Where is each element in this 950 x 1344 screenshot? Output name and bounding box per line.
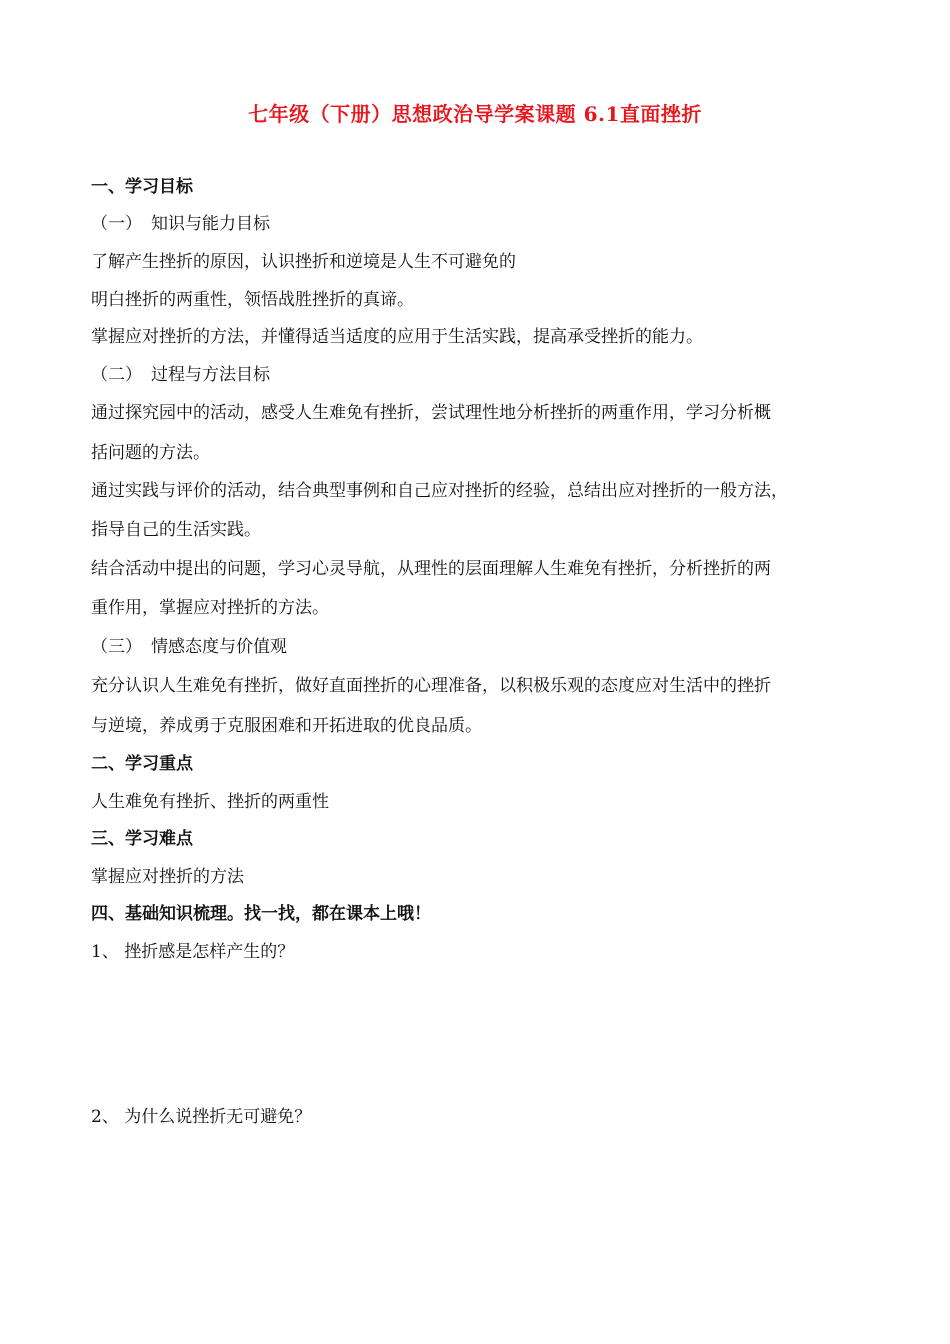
section-heading-basics: 四、基础知识梳理。找一找，都在课本上哦！: [91, 904, 431, 924]
section-heading-key-points: 二、学习重点: [91, 754, 193, 774]
paragraph-line: 明白挫折的两重性，领悟战胜挫折的真谛。: [91, 290, 414, 310]
paragraph-line: 结合活动中提出的问题，学习心灵导航，从理性的层面理解人生难免有挫折，分析挫折的两: [91, 559, 771, 579]
section-heading-difficulties: 三、学习难点: [91, 829, 193, 849]
subsection-mark: （三）: [91, 637, 142, 657]
section-heading-objectives: 一、学习目标: [91, 177, 193, 197]
subsection-label: 过程与方法目标: [151, 365, 270, 385]
question-item: 2、 为什么说挫折无可避免？: [91, 1107, 312, 1127]
subsection-mark: （二）: [91, 365, 142, 385]
paragraph-line: 指导自己的生活实践。: [91, 520, 261, 540]
paragraph-line: 充分认识人生难免有挫折，做好直面挫折的心理准备，以积极乐观的态度应对生活中的挫折: [91, 676, 771, 696]
paragraph-line: 通过探究园中的活动，感受人生难免有挫折，尝试理性地分析挫折的两重作用，学习分析概: [91, 403, 771, 423]
paragraph-line: 掌握应对挫折的方法: [91, 867, 244, 887]
paragraph-line: 括问题的方法。: [91, 443, 210, 463]
subsection-mark: （一）: [91, 214, 142, 234]
paragraph-line: 掌握应对挫折的方法，并懂得适当适度的应用于生活实践，提高承受挫折的能力。: [91, 327, 703, 347]
subsection-label: 情感态度与价值观: [151, 637, 287, 657]
question-item: 1、 挫折感是怎样产生的？: [91, 942, 295, 962]
paragraph-line: 人生难免有挫折、挫折的两重性: [91, 792, 329, 812]
document-title: 七年级（下册）思想政治导学案课题 6.1直面挫折: [248, 102, 702, 126]
subsection-heading-process: [91, 364, 881, 386]
paragraph-line: 通过实践与评价的活动，结合典型事例和自己应对挫折的经验，总结出应对挫折的一般方法，: [91, 481, 788, 501]
paragraph-line: 了解产生挫折的原因，认识挫折和逆境是人生不可避免的: [91, 252, 516, 272]
paragraph-line: 重作用，掌握应对挫折的方法。: [91, 598, 329, 618]
paragraph-line: 与逆境，养成勇于克服困难和开拓进取的优良品质。: [91, 716, 482, 736]
subsection-label: 知识与能力目标: [151, 214, 270, 234]
subsection-heading-attitude: [91, 636, 881, 658]
subsection-heading-knowledge: [91, 213, 881, 235]
